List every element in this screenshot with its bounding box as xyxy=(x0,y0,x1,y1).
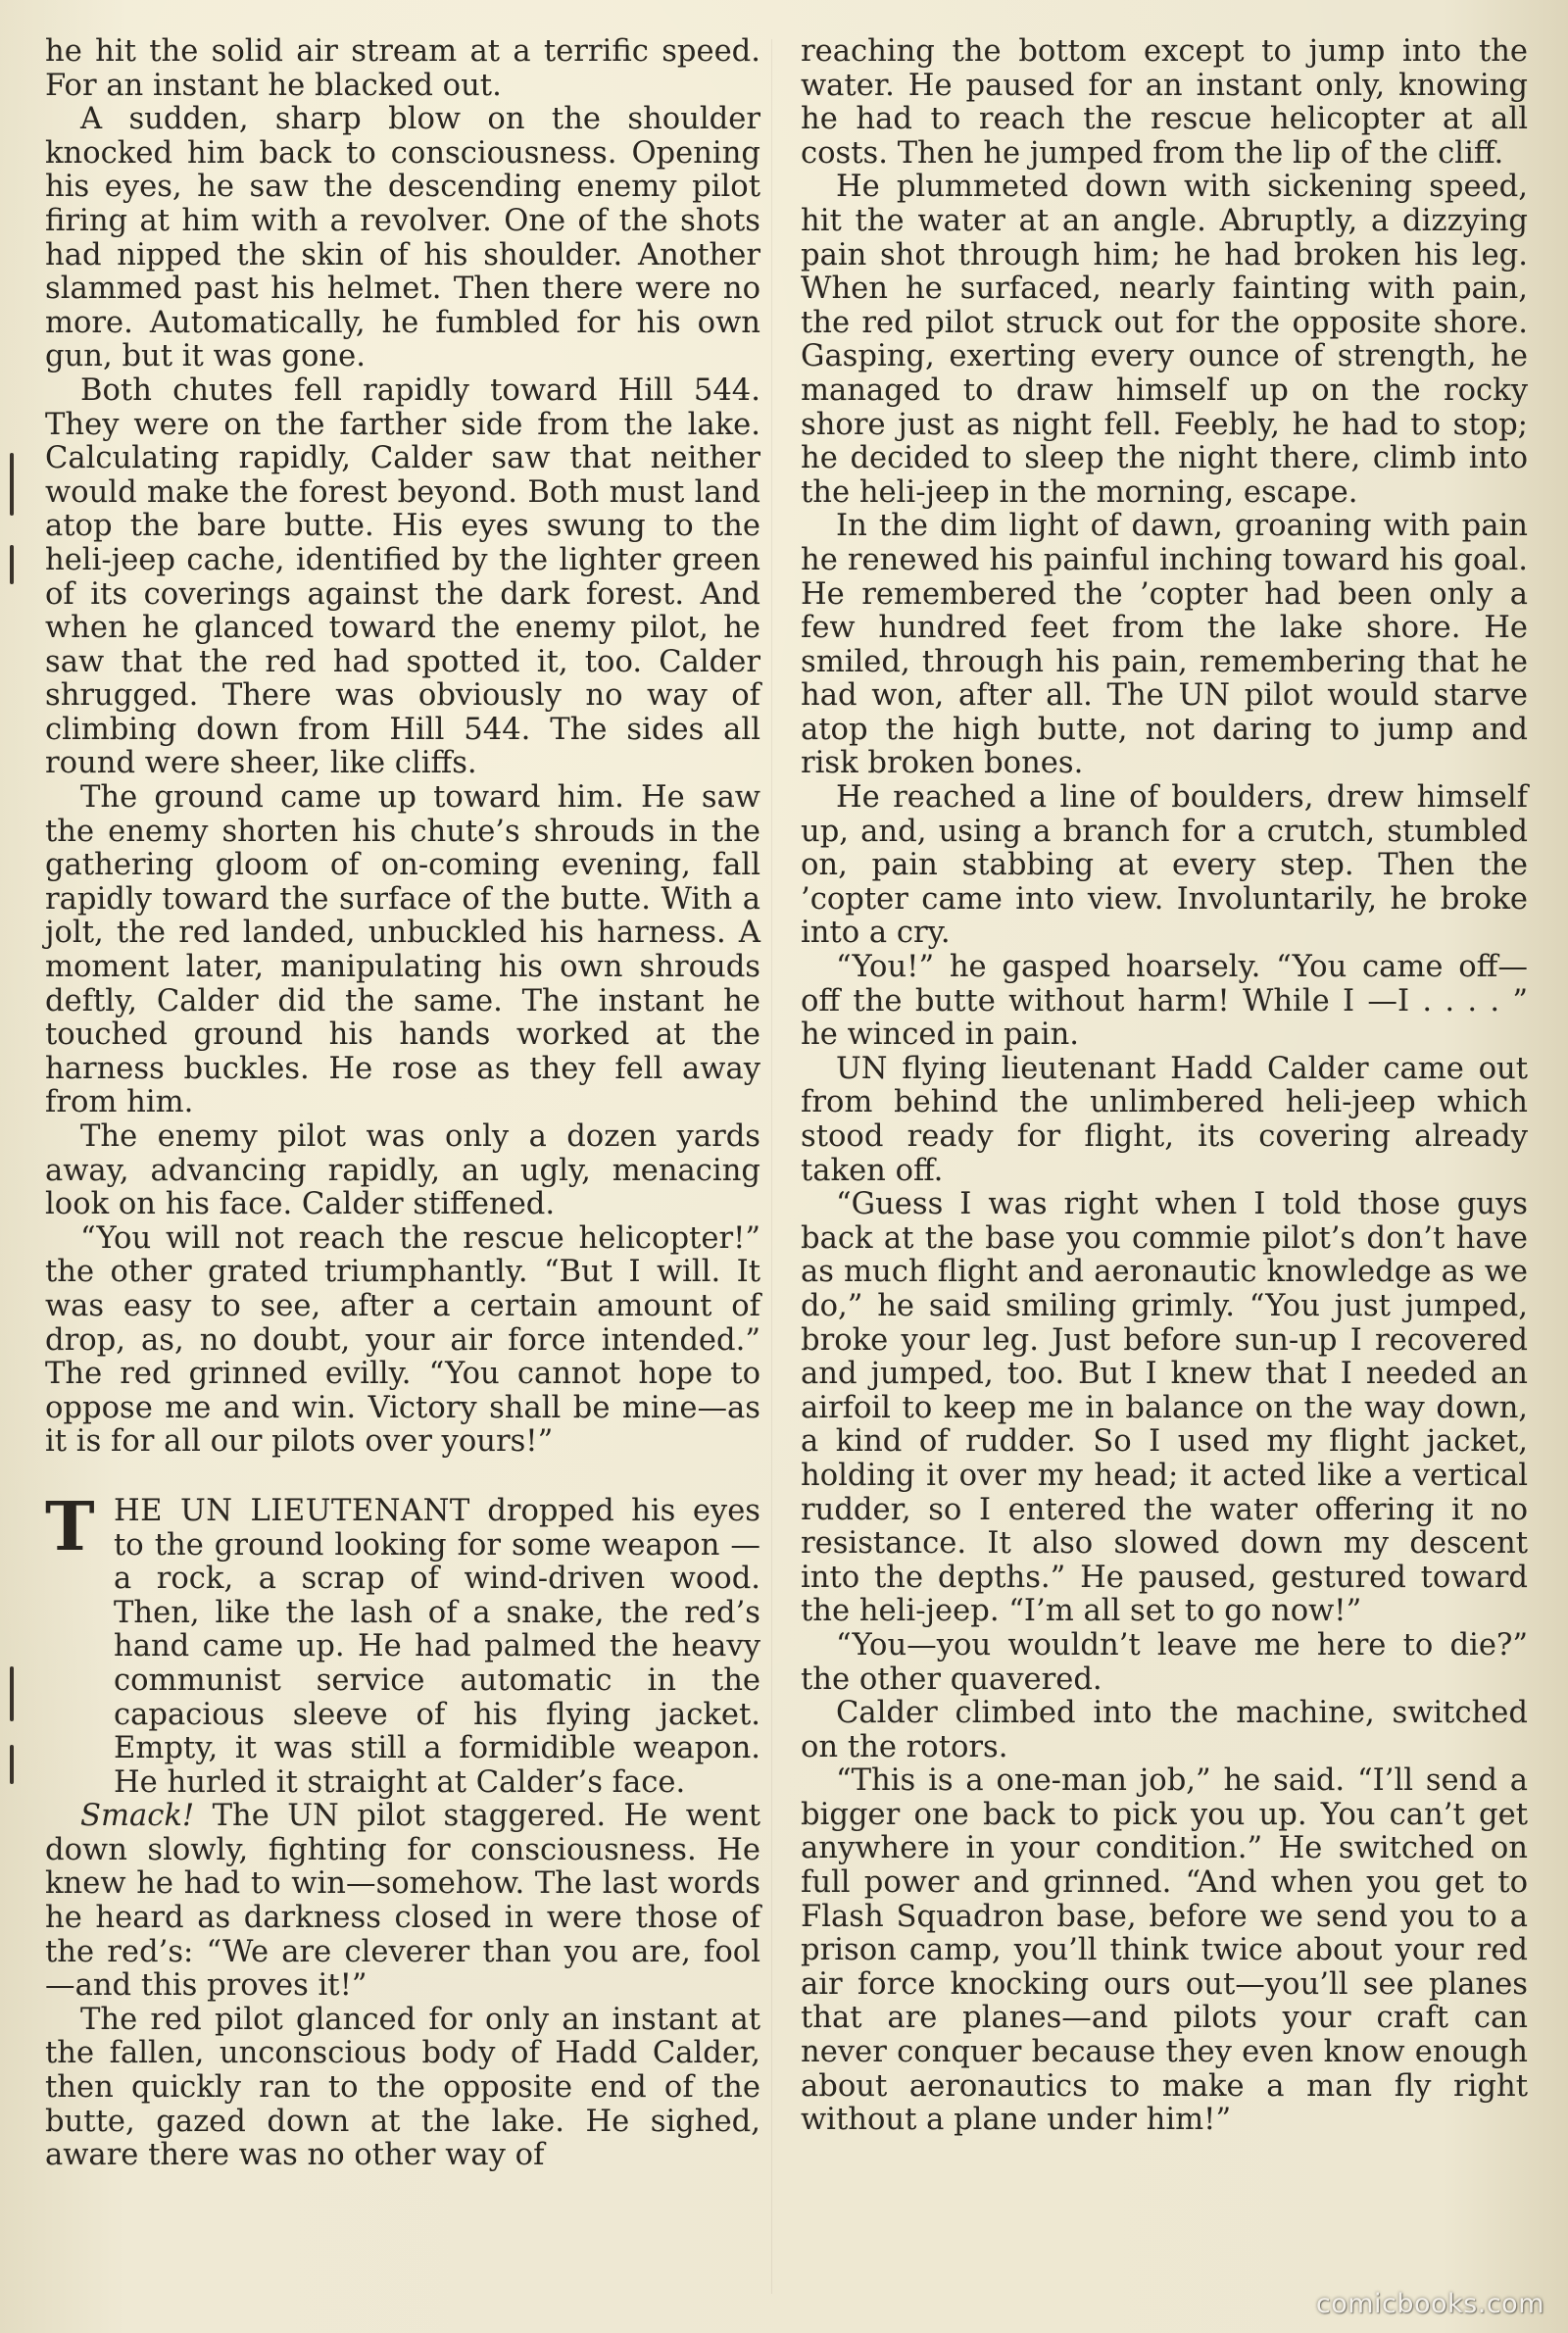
paragraph: reaching the bottom except to jump into the water. He paused for an instant only, knowing he had to reach the rescue helicopter at all costs. Then he jumped from the lip of the cliff. xyxy=(801,34,1528,171)
paragraph: “You—you wouldn’t leave me here to die?” the other quavered. xyxy=(801,1627,1528,1697)
lead-in: HE UN LIEUTENANT xyxy=(114,1493,470,1528)
section-opening-paragraph xyxy=(45,1487,761,1800)
emphasis: Smack! xyxy=(80,1799,195,1834)
left-column xyxy=(45,35,760,2173)
paragraph: he hit the solid air stream at a terrific speed. For an instant he blacked out. xyxy=(45,34,760,103)
watermark: comicbooks.com xyxy=(1315,2289,1544,2319)
margin-mark xyxy=(10,1666,14,1721)
paragraph: Calder climbed into the machine, switched on the rotors. xyxy=(801,1696,1528,1764)
paragraph: “You!” he gasped hoarsely. “You came off—off the butte without harm! While I —I . . . . ” he winced in pain. xyxy=(801,950,1528,1053)
paragraph: Both chutes fell rapidly toward Hill 544. They were on the farther side from the lake. Calculating rapidly, Calder saw that neither would make the forest beyond. Both must land atop the bare butte. His eyes swung to the heli-jeep cache, identified by the lighter green of its coverings against the dark forest. And when he glanced toward the enemy pilot, he saw that the red had spotted it, too. Calder shrugged. There was obviously no way of climbing down from Hill 544. The sides all round were sheer, like cliffs. xyxy=(45,372,760,781)
paragraph xyxy=(45,1800,760,2004)
margin-mark xyxy=(10,1745,14,1784)
paragraph: A sudden, sharp blow on the shoulder knocked him back to consciousness. Opening his eyes, he saw the descending enemy pilot firing at him with a revolver. One of the shots had nipped the skin of his shoulder. Another slammed past his helmet. Then there were no more. Automatically, he fumbled for his own gun, but it was gone. xyxy=(45,102,760,374)
paragraph: “You will not reach the rescue helicopter!” the other grated triumphantly. “But I will. It was easy to see, after a certain amount of drop, as, no doubt, your air force intended.” The red grinned evilly. “You cannot hope to oppose me and win. Victory shall be mine—as it is for all our pilots over yours!” xyxy=(45,1220,760,1460)
drop-cap: T xyxy=(45,1487,95,1566)
paragraph: The red pilot glanced for only an instant at the fallen, unconscious body of Hadd Calder, then quickly ran to the opposite end of the butte, gazed down at the lake. He sighed, aware there was no other way of xyxy=(45,2002,760,2173)
paragraph: He reached a line of boulders, drew himself up, and, using a branch for a crutch, stumbled on, pain stabbing at every step. Then the ’copter came into view. Involuntarily, he broke into a cry. xyxy=(801,780,1528,951)
paragraph: “This is a one-man job,” he said. “I’ll send a bigger one back to pick you up. You can’t get anywhere in your condition.” He switched on full power and grinned. “And when you get to Flash Squadron base, before we send you to a prison camp, you’ll think twice about your red air force knocking ours out—you’ll see planes that are planes—and pilots your craft can never conquer because they even know enough about aeronautics to make a man fly right without a plane under him!” xyxy=(801,1763,1528,2138)
margin-mark xyxy=(10,453,14,516)
right-column xyxy=(801,35,1528,2138)
margin-mark xyxy=(10,545,14,584)
paragraph: He plummeted down with sickening speed, hit the water at an angle. Abruptly, a dizzying pain shot through him; he had broken his leg. When he surfaced, nearly fainting with pain, the red pilot struck out for the opposite shore. Gasping, exerting every ounce of strength, he managed to draw himself up on the rocky shore just as night fell. Feebly, he had to stop; he decided to sleep the night there, climb into the heli-jeep in the morning, escape. xyxy=(801,170,1528,510)
section-gap xyxy=(45,1460,760,1495)
paragraph-text: dropped his eyes to the ground looking for some weapon —a rock, a scrap of wind-driven wood. Then, like the lash of a snake, the red’s hand came up. He had palmed the heavy communist service automatic in the capacious sleeve of his flying jacket. Empty, it was still a formidible weapon. He hurled it straight at Calder’s face. xyxy=(114,1493,761,1800)
paragraph-text: The UN pilot staggered. He went down slowly, fighting for consciousness. He knew he had to win—somehow. The last words he heard as darkness closed in were those of the red’s: “We are cleverer than you are, fool—and this proves it!” xyxy=(45,1799,760,2004)
paragraph: In the dim light of dawn, groaning with pain he renewed his painful inching toward his goal. He remembered the ’copter had been only a few hundred feet from the lake shore. He smiled, through his pain, remembering that he had won, after all. The UN pilot would starve atop the high butte, not daring to jump and risk broken bones. xyxy=(801,509,1528,781)
paragraph: The ground came up toward him. He saw the enemy shorten his chute’s shrouds in the gathering gloom of on-coming evening, fall rapidly toward the surface of the butte. With a jolt, the red landed, unbuckled his harness. A moment later, manipulating his own shrouds deftly, Calder did the same. The instant he touched ground his hands worked at the harness buckles. He rose as they fell away from him. xyxy=(45,780,760,1120)
paragraph: “Guess I was right when I told those guys back at the base you commie pilot’s don’t have as much flight and aeronautic knowledge as we do,” he said smiling grimly. “You just jumped, broke your leg. Just before sun-up I recovered and jumped, too. But I knew that I needed an airfoil to keep me in balance on the way down, a kind of rudder. So I used my flight jacket, holding it over my head; it acted like a vertical rudder, so I entered the water offering it no resistance. It also slowed down my descent into the depths.” He paused, gestured toward the heli-jeep. “I’m all set to go now!” xyxy=(801,1187,1528,1629)
paragraph: The enemy pilot was only a dozen yards away, advancing rapidly, an ugly, menacing look on his face. Calder stiffened. xyxy=(45,1119,760,1222)
column-divider xyxy=(771,39,772,2294)
paragraph: UN flying lieutenant Hadd Calder came out from behind the unlimbered heli-jeep which stood ready for flight, its covering already taken off. xyxy=(801,1051,1528,1188)
